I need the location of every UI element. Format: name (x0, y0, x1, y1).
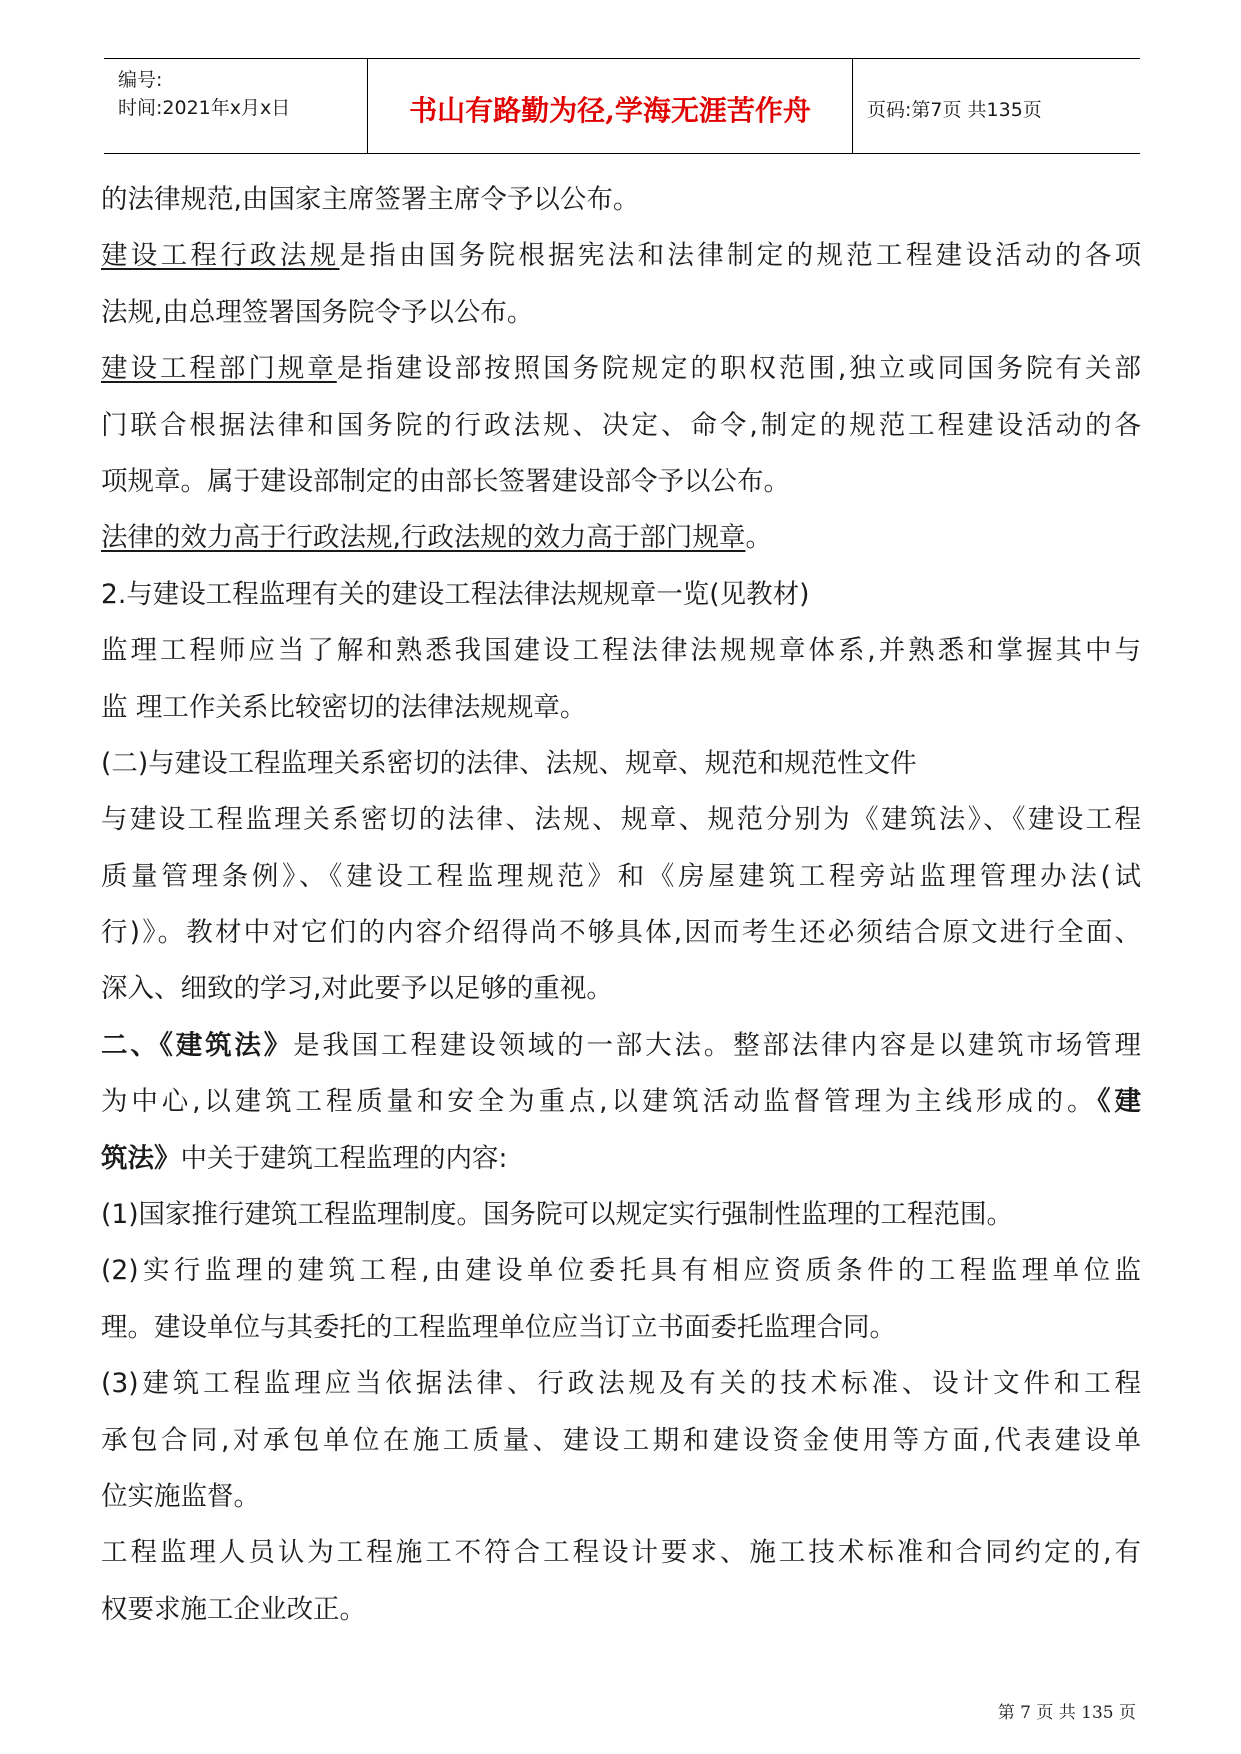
paragraph-line (101, 228, 1141, 284)
paragraph-line (101, 849, 1141, 905)
paragraph-line (101, 961, 1141, 1017)
paragraph-line (101, 1074, 1141, 1130)
list-item (101, 1187, 1141, 1243)
paragraph-line (101, 454, 1141, 510)
header-left-cell (104, 59, 367, 153)
header-right-cell (853, 59, 1140, 153)
section-title-construction-law: 二、《建筑法》 (101, 1029, 294, 1061)
paragraph-line (101, 1131, 1141, 1187)
paragraph-line (101, 1018, 1141, 1074)
paragraph-line (101, 792, 1141, 848)
text: (二)与建设工程监理关系密切的法律、法规、规章、规范和规范性文件 (101, 747, 917, 779)
text: 是指建设部按照国务院规定的职权范围,独立或同国务院有关部 (336, 353, 1141, 385)
page-footer-number: 第 7 页 共 135 页 (997, 1703, 1136, 1723)
bold-law-title-part: 《建 (1097, 1086, 1141, 1118)
text: 理。建设单位与其委托的工程监理单位应当订立书面委托监理合同。 (101, 1311, 896, 1343)
section-heading (101, 567, 1141, 623)
bold-law-title-part: 筑法》 (101, 1142, 181, 1174)
text: 。 (745, 522, 772, 554)
text: 是我国工程建设领域的一部大法。整部法律内容是以建筑市场管理 (293, 1029, 1142, 1061)
page-header (104, 58, 1140, 154)
text: 行)》。教材中对它们的内容介绍得尚不够具体,因而考生还必须结合原文进行全面、 (101, 917, 1141, 949)
list-item (101, 1356, 1141, 1412)
text: 深入、细致的学习,对此要予以足够的重视。 (101, 973, 613, 1005)
paragraph-line (101, 285, 1141, 341)
header-page-number: 页码:第7页 共135页 (867, 99, 1042, 121)
text: 工程监理人员认为工程施工不符合工程设计要求、施工技术标准和合同约定的,有 (101, 1537, 1141, 1569)
text: 与建设工程监理关系密切的法律、法规、规章、规范分别为《建筑法》、《建设工程 (101, 804, 1141, 836)
term-departmental-rules: 建设工程部门规章 (101, 353, 337, 385)
paragraph-line (101, 905, 1141, 961)
paragraph-line (101, 1300, 1141, 1356)
text: 监 理工作关系比较密切的法律法规规章。 (101, 691, 587, 723)
text: (1)国家推行建筑工程监理制度。国务院可以规定实行强制性监理的工程范围。 (101, 1199, 1014, 1231)
header-middle-cell (367, 59, 853, 153)
text: 2.与建设工程监理有关的建设工程法律法规规章一览(见教材) (101, 578, 810, 610)
paragraph-line (101, 510, 1141, 566)
term-administrative-regulations: 建设工程行政法规 (101, 240, 340, 272)
text: 是指由国务院根据宪法和法律制定的规范工程建设活动的各项 (339, 240, 1142, 272)
paragraph-line (101, 398, 1141, 454)
text: (3)建筑工程监理应当依据法律、行政法规及有关的技术标准、设计文件和工程 (101, 1368, 1141, 1400)
list-item (101, 1243, 1141, 1299)
text: 承包合同,对承包单位在施工质量、建设工期和建设资金使用等方面,代表建设单 (101, 1424, 1141, 1456)
text: 项规章。属于建设部制定的由部长签署建设部令予以公布。 (101, 465, 790, 497)
paragraph-line (101, 1413, 1141, 1469)
legal-hierarchy-statement: 法律的效力高于行政法规,行政法规的效力高于部门规章 (101, 522, 746, 554)
text: 位实施监督。 (101, 1480, 260, 1512)
text: (2)实行监理的建筑工程,由建设单位委托具有相应资质条件的工程监理单位监 (101, 1255, 1141, 1287)
paragraph-line (101, 1469, 1141, 1525)
header-motto: 书山有路勤为径,学海无涯苦作舟 (409, 94, 811, 127)
document-number-label: 编号: (118, 69, 163, 91)
paragraph-line (101, 680, 1141, 736)
text: 监理工程师应当了解和熟悉我国建设工程法律法规规章体系,并熟悉和掌握其中与 (101, 635, 1141, 667)
document-date-label: 时间:2021年x月x日 (118, 97, 291, 119)
section-heading (101, 736, 1141, 792)
paragraph-line (101, 1525, 1141, 1581)
paragraph-line (101, 341, 1141, 397)
text: 为中心,以建筑工程质量和安全为重点,以建筑活动监督管理为主线形成的。 (101, 1086, 1098, 1118)
text: 中关于建筑工程监理的内容: (180, 1142, 508, 1174)
paragraph-line (101, 623, 1141, 679)
paragraph-line (101, 1582, 1141, 1638)
paragraph-line (101, 172, 1141, 228)
text: 质量管理条例》、《建设工程监理规范》和《房屋建筑工程旁站监理管理办法(试 (101, 860, 1141, 892)
text: 法规,由总理签署国务院令予以公布。 (101, 296, 534, 328)
document-body (101, 172, 1141, 1638)
text: 权要求施工企业改正。 (101, 1593, 366, 1625)
text: 门联合根据法律和国务院的行政法规、决定、命令,制定的规范工程建设活动的各 (101, 409, 1141, 441)
text: 的法律规范,由国家主席签署主席令予以公布。 (101, 184, 640, 215)
